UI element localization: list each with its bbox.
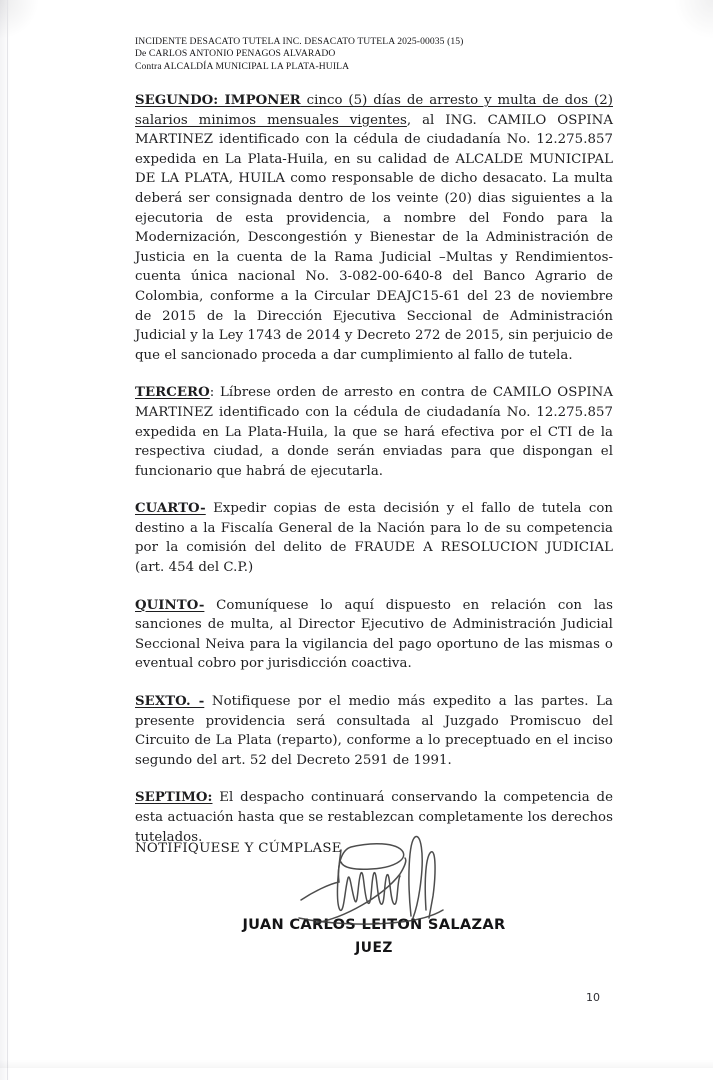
paragraph-text: : Líbrese orden de arresto en contra de CAMILO OSPINA MARTINEZ identificado con la cédula de ciudadanía No. 12.275.857 expedida en La Plata-Huila, la que se hará efectiva por el CTI de la respectiva ciudad, a donde serán enviadas para que dispongan el funcionario que habrá de ejecutarla. — [135, 385, 613, 479]
case-header-line-3: Contra ALCALDÍA MUNICIPAL LA PLATA-HUILA — [135, 60, 350, 72]
document-body — [135, 91, 613, 865]
paragraph-text: Expedir copias de esta decisión y el fallo de tutela con destino a la Fiscalía General de la Nación para lo de su competencia por la comisión del delito de FRAUDE A RESOLUCION JUDICIAL (art. 454 del C.P.) — [135, 501, 613, 576]
paragraph-heading: TERCERO — [135, 385, 210, 401]
paragraph-heading: SEGUNDO: IMPONER — [135, 93, 301, 108]
page-bottom-shadow — [0, 1060, 713, 1068]
signatory-title: JUEZ — [355, 940, 393, 956]
paragraph-heading: QUINTO- — [135, 597, 205, 613]
paragraph-quinto — [135, 596, 613, 674]
paragraph-segundo — [135, 91, 613, 365]
closing-order-line: NOTIFIQUESE Y CÚMPLASE — [135, 841, 342, 856]
paragraph-tercero — [135, 383, 613, 481]
page-edge-line — [7, 0, 8, 1080]
paragraph-cuarto — [135, 499, 613, 577]
paragraph-text: Comuníquese lo aquí dispuesto en relación con las sanciones de multa, al Director Ejecutivo de Administración Judicial Seccional Neiva para la vigilancia del pago oportuno de las mismas o eventual cobro por jurisdicción coactiva. — [135, 597, 613, 672]
paragraph-sexto — [135, 692, 613, 770]
handwritten-signature-scribble — [297, 826, 449, 938]
paragraph-heading: SEPTIMO: — [135, 790, 213, 806]
case-header — [135, 36, 635, 73]
paragraph-text: Notifiquese por el medio más expedito a las partes. La presente providencia será consultada al Juzgado Promiscuo del Circuito de La Plata (reparto), conforme a lo preceptuado en el inciso segundo del art. 52 del Decreto 2591 de 1991. — [135, 694, 613, 768]
paragraph-heading: CUARTO- — [135, 501, 206, 517]
signatory-name: JUAN CARLOS LEITON SALAZAR — [242, 916, 506, 933]
page-number: 10 — [586, 991, 600, 1004]
paragraph-heading: SEXTO. - — [135, 694, 205, 710]
paragraph-text: El despacho continuará conservando la competencia de esta actuación hasta que se restablezcan completamente los derechos tutelados. — [135, 790, 613, 845]
paragraph-underlined-phrase: cinco (5) días de arresto y multa de dos (2) salarios minimos mensuales vigentes — [135, 93, 613, 128]
case-header-line-2: De CARLOS ANTONIO PENAGOS ALVARADO — [135, 48, 336, 60]
paragraph-text: , al ING. CAMILO OSPINA MARTINEZ identificado con la cédula de ciudadanía No. 12.275.857 expedida en La Plata-Huila, en su calidad de ALCALDE MUNICIPAL DE LA PLATA, HUILA como responsable de dicho desacato. La multa deberá ser consignada dentro de los veinte (20) dias siguientes a la ejecutoria de esta providencia, a nombre del Fondo para la Modernización, Descongestión y Bienestar de la Administración de Justicia en la cuenta de la Rama Judicial –Multas y Rendimientos- cuenta única nacional No. 3-082-00-640-8 del Banco Agrario de Colombia, conforme a la Circular DEAJC15-61 del 23 de noviembre de 2015 de la Dirección Ejecutiva Seccional de Administración Judicial y la Ley 1743 de 2014 y Decreto 272 de 2015, sin perjuicio de que el sancionado proceda a dar cumplimiento al fallo de tutela. — [135, 112, 613, 363]
case-header-line-1: INCIDENTE DESACATO TUTELA INC. DESACATO TUTELA 2025-00035 (15) — [135, 36, 464, 47]
